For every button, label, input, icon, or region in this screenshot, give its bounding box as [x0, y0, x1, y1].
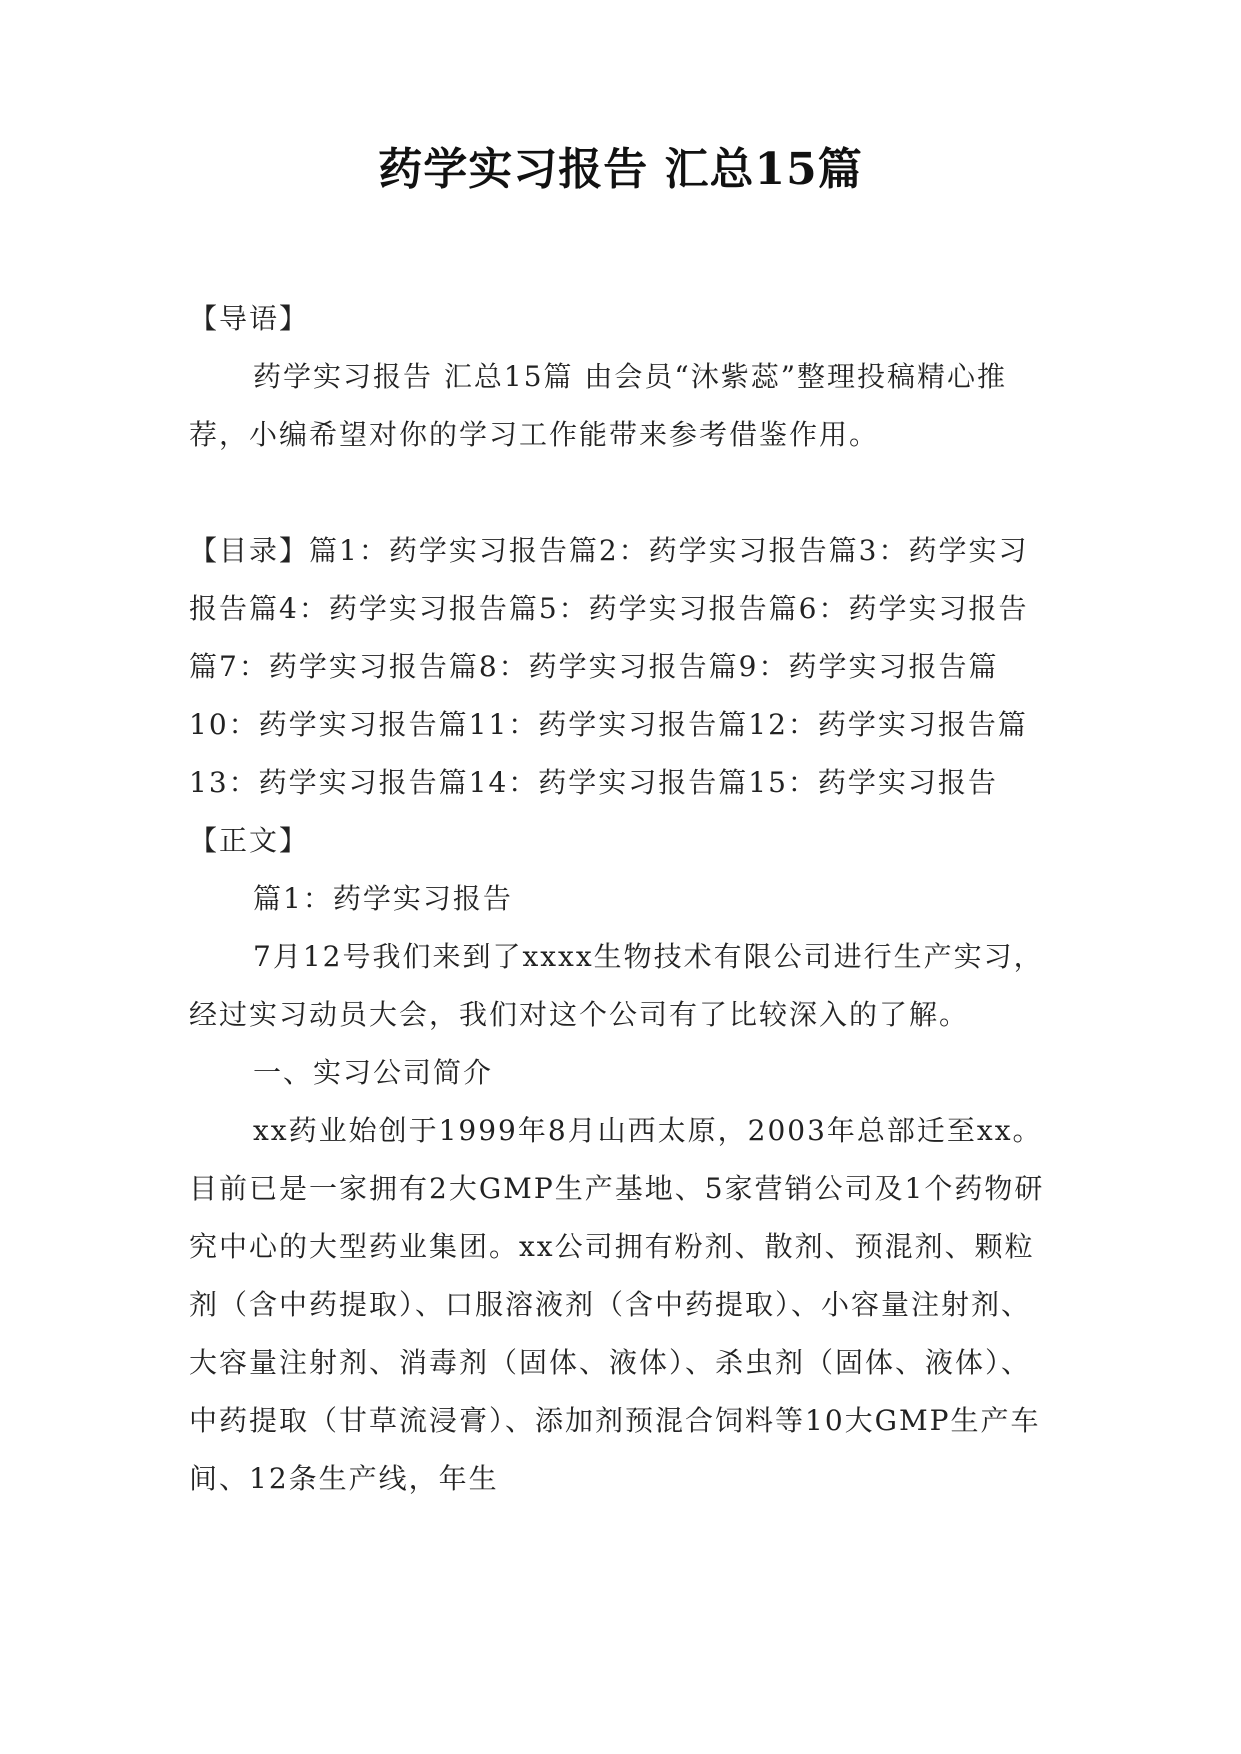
- table-of-contents: 【目录】篇1：药学实习报告篇2：药学实习报告篇3：药学实习报告篇4：药学实习报告篇5：药学实习报告篇6：药学实习报告篇7：药学实习报告篇8：药学实习报告篇9：药学实习报告篇10：药学实习报告篇11：药学实习报告篇12：药学实习报告篇13：药学实习报告篇14：药学实习报告篇15：药学实习报告【正文】: [189, 534, 1029, 857]
- lead-paragraph: 药学实习报告 汇总15篇 由会员“沐紫蕊”整理投稿精心推荐，小编希望对你的学习工作能带来参考借鉴作用。: [189, 360, 1008, 451]
- lead-label: 【导语】: [189, 302, 310, 335]
- document-body: [189, 290, 1051, 1508]
- document-title: 药学实习报告 汇总15篇: [378, 144, 863, 195]
- section-heading: 篇1：药学实习报告: [253, 882, 513, 915]
- body-paragraph: 7月12号我们来到了xxxx生物技术有限公司进行生产实习，经过实习动员大会，我们对这个公司有了比较深入的了解。: [189, 940, 1044, 1031]
- body-paragraph: xx药业始创于1999年8月山西太原，2003年总部迁至xx。目前已是一家拥有2大GMP生产基地、5家营销公司及1个药物研究中心的大型药业集团。xx公司拥有粉剂、散剂、预混剂、颗粒剂（含中药提取）、口服溶液剂（含中药提取）、小容量注射剂、大容量注射剂、消毒剂（固体、液体）、杀虫剂（固体、液体）、中药提取（甘草流浸膏）、添加剂预混合饲料等10大GMP生产车间、12条生产线，年生: [189, 1114, 1045, 1495]
- paragraph-spacer: [189, 464, 1051, 522]
- subheading: 一、实习公司简介: [253, 1056, 494, 1089]
